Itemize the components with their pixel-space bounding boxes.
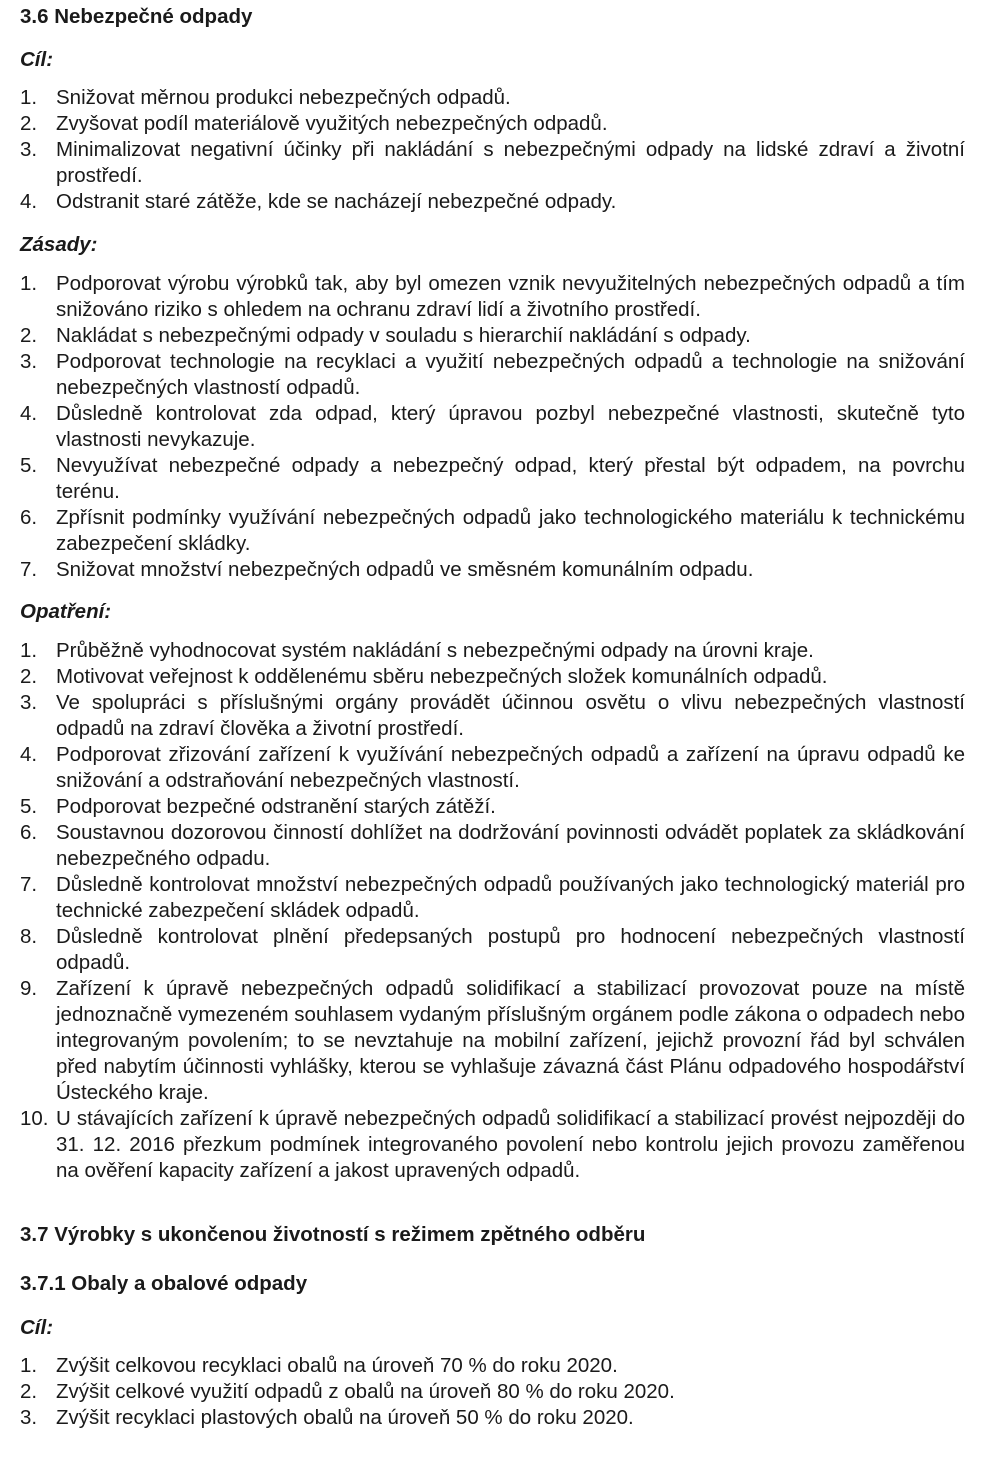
list-text: Průběžně vyhodnocovat systém nakládání s nebezpečnými odpady na úrovni kraje.	[56, 639, 814, 662]
list-text: Podporovat výrobu výrobků tak, aby byl omezen vznik nevyužitelných nebezpečných odpadů a tím snižováno riziko s ohledem na ochranu zdraví lidí a životního prostředí.	[56, 272, 965, 321]
list-number: 1.	[20, 639, 38, 662]
list-item	[20, 1405, 965, 1431]
list-text: Zvýšit recyklaci plastových obalů na úroveň 50 % do roku 2020.	[56, 1406, 634, 1429]
list-item	[20, 137, 965, 189]
list-number: 6.	[20, 506, 38, 529]
list-text: Důsledně kontrolovat množství nebezpečných odpadů používaných jako technologický materiál pro technické zabezpečení skládek odpadů.	[56, 873, 965, 922]
zasady-label: Zásady:	[20, 233, 98, 256]
cil-label: Cíl:	[20, 48, 54, 71]
list-text: Minimalizovat negativní účinky při nakládání s nebezpečnými odpady na lidské zdraví a životní prostředí.	[56, 138, 965, 187]
list-number: 2.	[20, 324, 38, 347]
list-item	[20, 924, 965, 976]
list-text: Zvýšit celkové využití odpadů z obalů na úroveň 80 % do roku 2020.	[56, 1380, 675, 1403]
list-text: Podporovat zřizování zařízení k využívání nebezpečných odpadů a zařízení na úpravu odpadů ke snižování a odstraňování nebezpečných vlastností.	[56, 743, 965, 792]
list-number: 2.	[20, 1380, 38, 1403]
list-text: Nevyužívat nebezpečné odpady a nebezpečný odpad, který přestal být odpadem, na povrchu terénu.	[56, 454, 965, 503]
list-item	[20, 1379, 965, 1405]
list-text: Zvyšovat podíl materiálově využitých nebezpečných odpadů.	[56, 112, 608, 135]
list-number: 2.	[20, 112, 38, 135]
list-number: 2.	[20, 665, 38, 688]
list-text: Nakládat s nebezpečnými odpady v souladu s hierarchií nakládání s odpady.	[56, 324, 751, 347]
list-number: 10.	[20, 1107, 49, 1130]
list-item	[20, 557, 965, 583]
cil-list-3-7-1	[20, 1353, 965, 1431]
list-item	[20, 85, 965, 111]
list-item	[20, 323, 965, 349]
zasady-list	[20, 271, 965, 583]
list-text: Motivovat veřejnost k oddělenému sběru nebezpečných složek komunálních odpadů.	[56, 665, 828, 688]
list-number: 1.	[20, 1354, 38, 1377]
section-heading-3-7: 3.7 Výrobky s ukončenou životností s režimem zpětného odběru	[20, 1223, 646, 1246]
list-number: 1.	[20, 86, 38, 109]
list-number: 4.	[20, 402, 38, 425]
list-text: Důsledně kontrolovat zda odpad, který úpravou pozbyl nebezpečné vlastnosti, skutečně tyto vlastnosti nevykazuje.	[56, 402, 965, 451]
list-text: Podporovat bezpečné odstranění starých zátěží.	[56, 795, 496, 818]
list-number: 8.	[20, 925, 38, 948]
list-text: Soustavnou dozorovou činností dohlížet na dodržování povinnosti odvádět poplatek za skládkování nebezpečného odpadu.	[56, 821, 965, 870]
cil-label-3-7-1: Cíl:	[20, 1316, 54, 1339]
list-number: 1.	[20, 272, 38, 295]
list-text: Zpřísnit podmínky využívání nebezpečných odpadů jako technologického materiálu k technickému zabezpečení skládky.	[56, 506, 965, 555]
list-number: 7.	[20, 873, 38, 896]
list-item	[20, 1353, 965, 1379]
list-item	[20, 349, 965, 401]
list-item	[20, 690, 965, 742]
list-text: Zařízení k úpravě nebezpečných odpadů solidifikací a stabilizací provozovat pouze na místě jednoznačně vymezeném souhlasem vydaným příslušným orgánem podle zákona o odpadech nebo integrovaným povolením; to se nevztahuje na mobilní zařízení, jejichž provozní řád byl schválen před nabytím účinnosti vyhlášky, kterou se vyhlašuje závazná část Plánu odpadového hospodářství Ústeckého kraje.	[56, 977, 965, 1104]
list-number: 7.	[20, 558, 38, 581]
list-text: Zvýšit celkovou recyklaci obalů na úroveň 70 % do roku 2020.	[56, 1354, 618, 1377]
list-number: 3.	[20, 1406, 38, 1429]
list-item	[20, 872, 965, 924]
list-item	[20, 271, 965, 323]
list-item	[20, 189, 965, 215]
list-number: 3.	[20, 691, 38, 714]
list-text: Důsledně kontrolovat plnění předepsaných postupů pro hodnocení nebezpečných vlastností odpadů.	[56, 925, 965, 974]
section-heading-3-6: 3.6 Nebezpečné odpady	[20, 5, 253, 28]
list-number: 3.	[20, 350, 38, 373]
list-item	[20, 794, 965, 820]
list-item	[20, 505, 965, 557]
list-item	[20, 638, 965, 664]
list-text: Snižovat množství nebezpečných odpadů ve směsném komunálním odpadu.	[56, 558, 754, 581]
list-item	[20, 820, 965, 872]
list-number: 5.	[20, 454, 38, 477]
list-item	[20, 976, 965, 1106]
list-item	[20, 453, 965, 505]
list-text: Odstranit staré zátěže, kde se nacházejí nebezpečné odpady.	[56, 190, 617, 213]
list-number: 9.	[20, 977, 38, 1000]
opatreni-label: Opatření:	[20, 600, 112, 623]
list-text: Podporovat technologie na recyklaci a využití nebezpečných odpadů a technologie na snižování nebezpečných vlastností odpadů.	[56, 350, 965, 399]
list-item	[20, 111, 965, 137]
list-text: Snižovat měrnou produkci nebezpečných odpadů.	[56, 86, 511, 109]
list-item	[20, 664, 965, 690]
list-number: 6.	[20, 821, 38, 844]
list-number: 5.	[20, 795, 38, 818]
list-item	[20, 1106, 965, 1184]
list-number: 4.	[20, 190, 38, 213]
opatreni-list	[20, 638, 965, 1184]
subsection-heading-3-7-1: 3.7.1 Obaly a obalové odpady	[20, 1272, 308, 1295]
cil-list	[20, 85, 965, 215]
list-number: 3.	[20, 138, 38, 161]
list-item	[20, 401, 965, 453]
list-text: U stávajících zařízení k úpravě nebezpečných odpadů solidifikací a stabilizací provést nejpozději do 31. 12. 2016 přezkum podmínek integrovaného povolení nebo kontrolu jejich provozu zaměřenou na ověření kapacity zařízení a jakost upravených odpadů.	[56, 1107, 965, 1182]
list-text: Ve spolupráci s příslušnými orgány provádět účinnou osvětu o vlivu nebezpečných vlastností odpadů na zdraví člověka a životní prostředí.	[56, 691, 965, 740]
list-number: 4.	[20, 743, 38, 766]
list-item	[20, 742, 965, 794]
